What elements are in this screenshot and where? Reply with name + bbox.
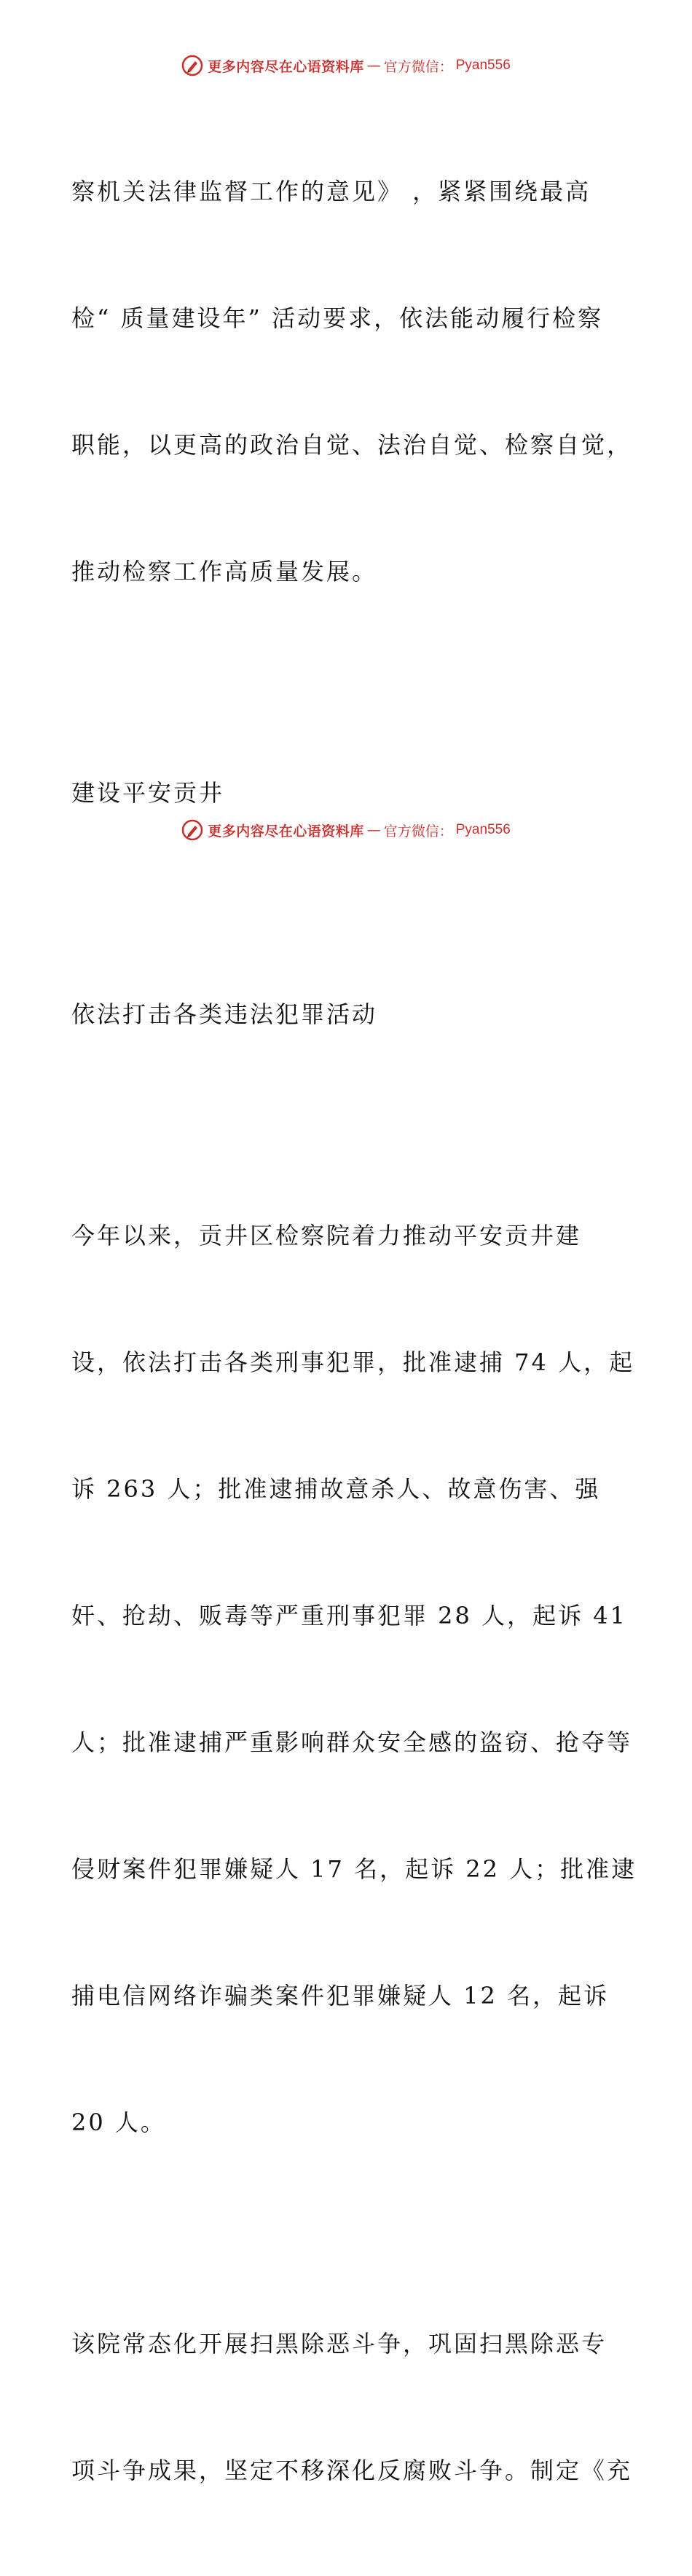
paragraph — [71, 1130, 637, 2228]
document-body — [71, 86, 637, 2576]
text-line: 察机关法律监督工作的意见》 ，紧紧围绕最高 — [71, 178, 591, 205]
text-line: 今年以来，贡井区检察院着力推动平安贡井建 — [71, 1222, 582, 1249]
text-line: 20 人。 — [71, 2109, 166, 2136]
section-heading — [71, 687, 619, 898]
paragraph — [71, 86, 633, 677]
watermark-text: 更多内容尽在心语资料库 — [208, 823, 364, 839]
watermark-wechat-label: 官方微信： — [383, 58, 453, 75]
text-line: 检“ 质量建设年” 活动要求，依法能动履行检察 — [71, 304, 604, 332]
text-line: 职能，以更高的政治自觉、法治自觉、检察自觉， — [71, 431, 633, 459]
pen-logo-icon — [181, 55, 203, 76]
text-line: 依法打击各类违法犯罪活动 — [71, 1000, 378, 1028]
text-line: 该院常态化开展扫黑除恶斗争，巩固扫黑除恶专 — [71, 2330, 608, 2358]
watermark-wechat-label: 官方微信： — [383, 823, 453, 839]
text-line: 设，依法打击各类刑事犯罪，批准逮捕 74 人，起 — [71, 1348, 635, 1376]
header-watermark — [0, 51, 692, 80]
text-line: 诉 263 人；批准逮捕故意杀人、故意伤害、强 — [71, 1475, 601, 1503]
text-line: 建设平安贡井 — [71, 779, 225, 807]
text-line: 奸、抢劫、贩毒等严重刑事犯罪 28 人，起诉 41 — [71, 1602, 627, 1629]
watermark-text: 更多内容尽在心语资料库 — [208, 58, 364, 75]
paragraph — [71, 2238, 633, 2576]
footer-watermark — [0, 815, 692, 845]
watermark-wechat-id: Pyan556 — [455, 58, 511, 73]
subsection-heading — [71, 909, 619, 1120]
text-line: 侵财案件犯罪嫌疑人 17 名，起诉 22 人；批准逮 — [71, 1855, 637, 1883]
text-line: 推动检察工作高质量发展。 — [71, 558, 378, 585]
text-line: 人；批准逮捕严重影响群众安全感的盗窃、抢夺等 — [71, 1728, 633, 1756]
pen-logo-icon — [181, 819, 203, 841]
watermark-separator: — — [366, 822, 381, 838]
text-line: 项斗争成果，坚定不移深化反腐败斗争。制定《充 — [71, 2457, 633, 2484]
watermark-separator: — — [366, 58, 381, 74]
watermark-wechat-id: Pyan556 — [455, 822, 511, 837]
text-line: 捕电信网络诈骗类案件犯罪嫌疑人 12 名，起诉 — [71, 1982, 610, 2010]
